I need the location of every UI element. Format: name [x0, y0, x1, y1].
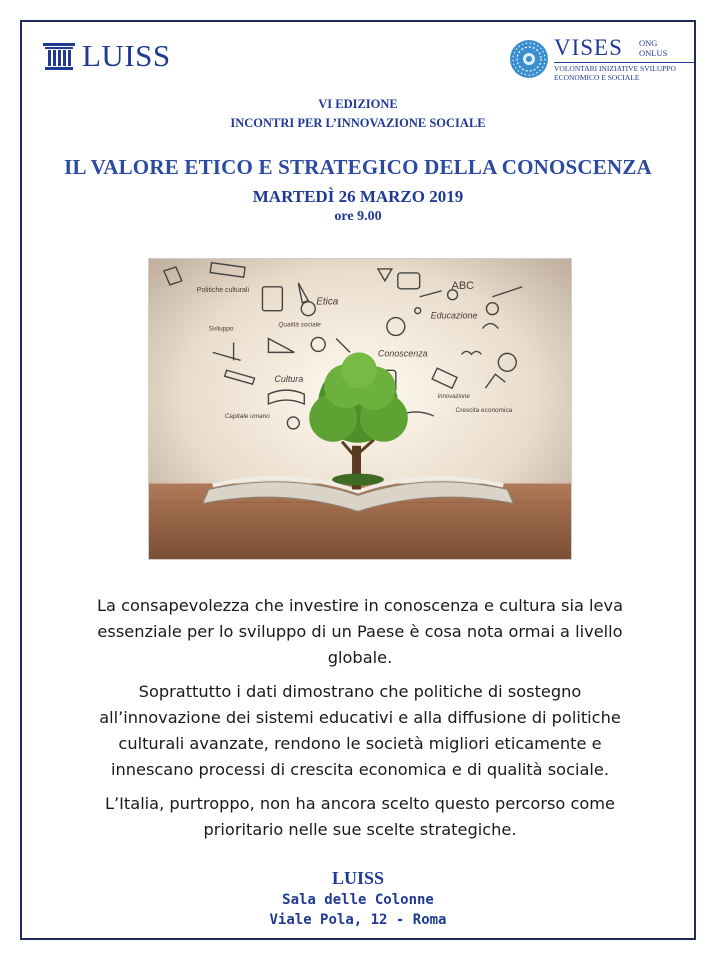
- vises-globe-icon: [508, 38, 550, 80]
- luiss-logo-text: LUISS: [82, 38, 171, 73]
- svg-text:ABC: ABC: [451, 279, 475, 292]
- svg-text:Educazione: Educazione: [430, 310, 478, 321]
- p1-line: globale.: [327, 648, 393, 667]
- vises-ong: ONG: [639, 38, 658, 48]
- event-title: IL VALORE ETICO E STRATEGICO DELLA CONOSCENZA: [64, 155, 652, 179]
- venue-name: LUISS: [331, 868, 385, 888]
- svg-text:Conoscenza: Conoscenza: [377, 348, 428, 359]
- svg-text:Crescita economica: Crescita economica: [455, 406, 513, 414]
- event-time: ore 9.00: [334, 209, 382, 224]
- tree-book-illustration: [148, 258, 572, 560]
- p3-line: prioritario nelle sue scelte strategiche.: [203, 820, 517, 839]
- svg-text:Sviluppo: Sviluppo: [208, 325, 234, 333]
- p2-line: innescano processi di crescita economica e di qualità sociale.: [110, 760, 609, 779]
- paragraph-1: [40, 593, 680, 671]
- p3-line: L’Italia, purtroppo, non ha ancora scelto questo percorso come: [104, 794, 615, 813]
- column-icon: [42, 41, 76, 71]
- p2-line: culturali avanzate, rendono le società migliori eticamente e: [118, 734, 602, 753]
- vises-onlus: ONLUS: [639, 48, 668, 58]
- venue-room: Sala delle Colonne: [282, 892, 434, 908]
- svg-text:Cultura: Cultura: [274, 374, 304, 385]
- paragraph-2: [40, 679, 680, 783]
- p2-line: all’innovazione dei sistemi educativi e alla diffusione di politiche: [99, 708, 621, 727]
- vises-sub-line1: VOLONTARI INIZIATIVE SVILUPPO: [554, 64, 676, 73]
- svg-text:Qualità sociale: Qualità sociale: [278, 321, 321, 329]
- svg-text:Capitale umano: Capitale umano: [224, 412, 270, 420]
- vises-subtitle: [554, 62, 694, 82]
- svg-text:Innovazione: Innovazione: [437, 394, 470, 401]
- vises-name: VISES: [554, 35, 623, 60]
- vises-sub-line2: ECONOMICO E SOCIALE: [554, 73, 640, 82]
- p1-line: La consapevolezza che investire in conoscenza e cultura sia leva: [97, 596, 623, 615]
- vises-ong-onlus: [639, 38, 667, 58]
- vises-logo: [508, 36, 696, 86]
- vises-divider: [554, 62, 694, 63]
- svg-text:Politiche culturali: Politiche culturali: [196, 286, 250, 294]
- p1-line: essenziale per lo sviluppo di un Paese è cosa nota ormai a livello: [97, 622, 623, 641]
- p2-line: Soprattutto i dati dimostrano che politiche di sostegno: [138, 682, 582, 701]
- paragraph-3: [40, 791, 680, 843]
- edition-line: VI EDIZIONE: [318, 97, 398, 111]
- svg-text:Etica: Etica: [316, 296, 339, 308]
- luiss-logo: [42, 40, 171, 71]
- series-title: INCONTRI PER L’INNOVAZIONE SOCIALE: [230, 116, 486, 130]
- venue-address: Viale Pola, 12 - Roma: [269, 912, 447, 928]
- event-date: MARTEDÌ 26 MARZO 2019: [252, 187, 464, 206]
